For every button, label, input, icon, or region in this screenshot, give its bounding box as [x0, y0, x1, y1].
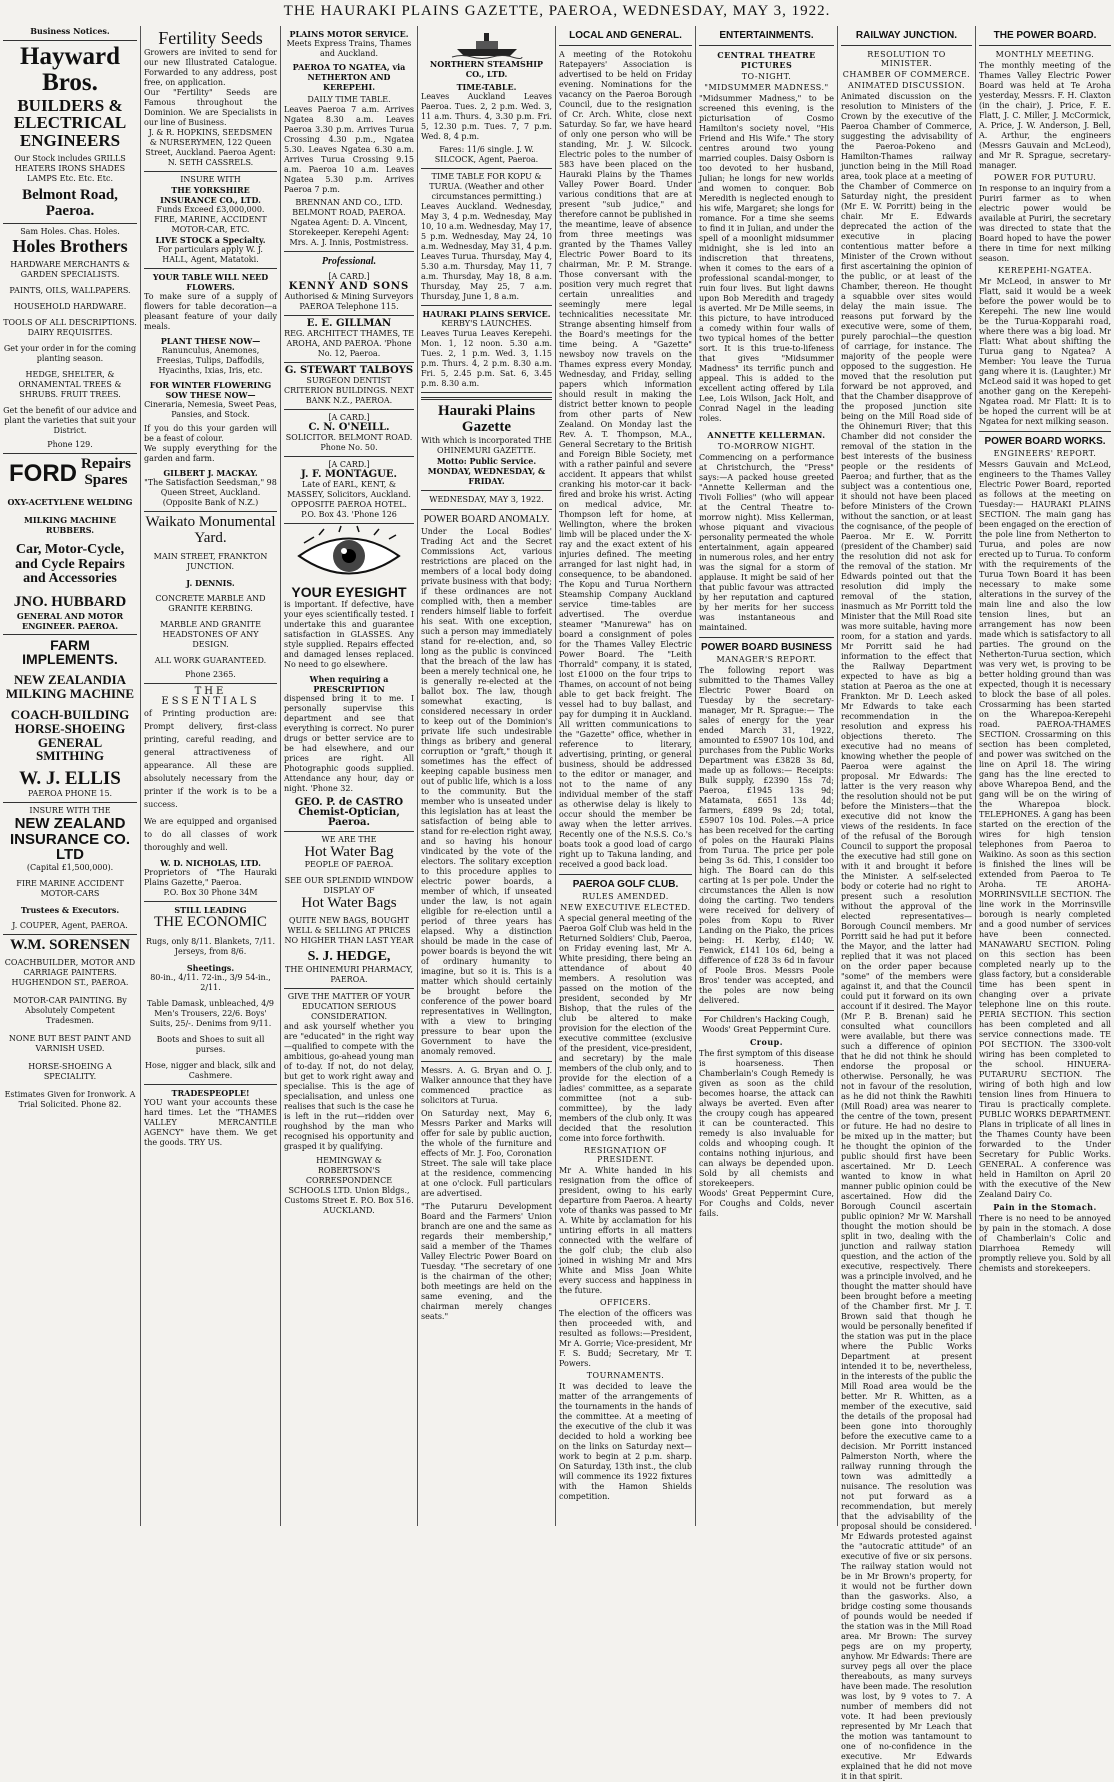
talboys-name: G. STEWART TALBOYS: [284, 365, 414, 376]
plains-motor-ad: [284, 26, 414, 252]
editorial-date: WEDNESDAY, MAY 3, 1922.: [429, 494, 544, 504]
mackay-name: GILBERT J. MACKAY.: [163, 467, 258, 478]
talboys-sub: SURGEON DENTIST CRITERION BUILDINGS. NEXT BANK N.Z., PAEROA.: [284, 376, 414, 405]
trustees: Trustees & Executors.: [20, 905, 120, 916]
resignation-body: Mr A. White handed in his resignation from the office of president, owing to his early departure from Paeroa. A hearty vote of thanks was passed to Mr A. White by acclamation for his untiring efforts in all matters connected with the welfare of the golf club; the club also joined in wishing Mr and Mrs White and Miss Joan White every success and happiness in the future.: [559, 1166, 692, 1295]
hedge-name: S. J. HEDGE,: [307, 949, 391, 965]
power-board-business-body: The following report was submitted to the Thames Valley Electric Power Board on Tuesday by the secretary-manager, Mr R. Sprague:— The sales of energy for the year ended March 31, 1922, amounted to £5907 10s 10d, and purchases from the Public Works Department was £3828 3s 8d, made up as follows:— Receipts: Bulk supply, £2390 15s 7d; Paeroa, £1945 13s 9d; Matamata, £651 13s 4d; farmers, £899 9s 2d; total, £5907 10s 10d. Poles.—A price has been received for the carting of poles on the Hauraki Plains from Turua. The price per pole being 3s 6d. This, I consider too high. The Board can do this carting at 1s per pole. Under the circumstances the Allen is now doing the carting. Two tenders were received for delivery of poles from Kopu to River Landing on the Piako, the prices being: H. Kerby, £140; W. Fenwick, £141 10s 6d, being a difference of £28 3s 6d in favour of Poole Bros. Messrs Poole Bros' tender was accepted, and the poles are now being delivered.: [699, 666, 835, 1005]
engineers-line: ENGINEERS: [19, 131, 121, 151]
kenny-card-label: [A CARD.]: [328, 272, 370, 281]
couper-agent: J. COUPER, Agent, PAEROA.: [12, 921, 128, 931]
montague-card: [284, 457, 414, 524]
milking-rubbers: MILKING MACHINE RUBBERS.: [24, 514, 116, 535]
still-leading: STILL LEADING: [174, 905, 247, 916]
ellis-sub: PAEROA PHONE 15.: [27, 788, 113, 798]
gillman-sub: REG. ARCHITECT THAMES, TE AROHA, AND PAEROA. 'Phone No. 12, Paeroa.: [284, 329, 414, 358]
steamship-tt-body: Leaves Auckland Leaves Paeroa. Tues. 2, 2 p.m. Wed. 3, 11 a.m. Thurs. 4, 3.30 p.m. Fri. 5, 12.30 p.m. Tues. 7, 7 p.m. Wed. 8, 4 p.m.: [421, 92, 552, 141]
eyesight-body: is important. If defective, have your eyes scientifically tested. I undertake this and guarantee satisfaction in GLASSES. Any style supplied. Repairs effected and damaged lenses replaced. No need to go elsewhere.: [284, 599, 414, 669]
estimates: Estimates Given for Ironwork. A Trial Solicited. Phone 82.: [4, 1089, 136, 1109]
business-notices-heading: Business Notices.: [3, 26, 137, 41]
prescription-heading: When requiring a PRESCRIPTION: [309, 673, 389, 694]
nz-fire: FIRE MARINE ACCIDENT MOTOR-CARS: [16, 879, 124, 899]
printing-essentials-ad: [144, 684, 277, 902]
economic-title: THE ECONOMIC: [154, 914, 267, 931]
local-general-heading: LOCAL AND GENERAL.: [569, 30, 682, 41]
hemingway-ad: [284, 989, 414, 1219]
work-guaranteed: ALL WORK GUARANTEED.: [154, 656, 267, 666]
boots-shoes: Boots and Shoes to suit all purses.: [156, 1035, 265, 1055]
launch-body: Leaves Turua Leaves Kerepehi. Mon. 1, 12 noon. 5.30 a.m. Tues. 2, 1 p.m. Wed. 3, 1.15 p.m. Thurs. 4, 2 p.m. 8.30 a.m. Fri. 5, 2.45 p.m. Sat. 6, 3.45 p.m. 8.30 a.m.: [421, 329, 552, 388]
gazette-incorp: With which is incorporated THE OHINEMURI GAZETTE.: [421, 435, 552, 455]
ellis-name: W. J. ELLIS: [19, 767, 121, 789]
puturu-body: In response to an inquiry from a Puriri farmer as to when electric power would be available at Puriri, the secretary was directed to state that the Board hoped to have the power there in time for next milking season.: [979, 184, 1111, 263]
steamship-fares: Fares: 11/6 single. J. W. SILCOCK, Agent, Paeroa.: [434, 145, 539, 164]
oneill-card: [284, 410, 414, 457]
plant-these-body: Ranunculus, Anemones, Freesias, Tulips, Daffodils, Hyacinths, Ixias, Iris, etc.: [156, 345, 265, 375]
nicholas-name: W. D. NICHOLAS, LTD.: [160, 858, 261, 869]
motor-service-title: PLAINS MOTOR SERVICE.: [289, 29, 409, 39]
hedge-pharmacy-ad: [284, 832, 414, 989]
column-3: [281, 26, 418, 1526]
hayward-stock: Our Stock includes GRILLS HEATERS IRONS SHADES LAMPS Etc. Etc. Etc.: [14, 154, 126, 184]
belmont-road: Belmont Road, Paeroa.: [22, 187, 118, 219]
nz-milking: NEW ZEALANDIA MILKING MACHINE: [5, 672, 135, 701]
plant-these: PLANT THESE NOW—: [160, 335, 261, 346]
yorkshire-apply: For particulars apply W. J. HALL, Agent, Matatoki.: [158, 244, 263, 264]
holes-hedge: HEDGE, SHELTER, & ORNAMENTAL TREES & SHRUBS. FRUIT TREES.: [18, 370, 122, 400]
hayward-bros-ad: [3, 41, 137, 224]
officers-body: The election of the officers was then proceeded with, and resulted as follows:—President, Mr A. Gorrie; Vice-president, Mr F. S. Budd; Secretary, Mr T. Powers.: [559, 1309, 692, 1368]
column-5: [556, 26, 696, 1526]
chamber-of-commerce: CHAMBER OF COMMERCE.: [842, 70, 971, 79]
hose: Hose, nigger and black, silk and Cashmere.: [145, 1061, 276, 1081]
croup-body: The first symptom of this disease is hoarseness. Then Chamberlain's Cough Remedy is given as soon as the child becomes hoarse, the attack can always be averted. Even after the croupy cough has appeared it can be counteracted. This remedy is also invaluable for colds and whooping cough. It contains nothing injurious, and can always be depended upon. Sold by all chemists and storekeepers.: [699, 1049, 834, 1188]
essentials-title: THE ESSENTIALS: [161, 686, 260, 708]
woods-cure: Woods' Great Peppermint Cure, For Coughs and Colds, never fails.: [699, 1189, 834, 1218]
railway-body: Animated discussion on the resolution to Ministers of the Crown by the executive of the Paeroa Chamber of Commerce, suggesting the advisability of the Paeroa-Pokeno and Hamilton-Thames railway junction being in the Mill Road area, took place at a meeting of the Chamber of Commerce on Saturday night, the president (Mr E. W. Porritt) being in the chair. Mr E. Edwards deprecated the action of the executive in placing contentious matter before a Minister of the Crown without first ascertaining the opinion of the public, or at least of the Chamber, thereon. He thought a squabble over sites would delay the main issue. The reasons put forward by the executive were, some of them, purely parochial—the question of carriage, for instance. The majority of the people were opposed to the suggestion. He moved that the resolution put forward be not approved, and that the Chamber disapprove of the proposed junction site being on the Mill Road side of the Ohinemuri River; that this Chamber did not consider the removal of the station in the best interests of the business people or the residents of Paeroa; and further, that as the subject was a contentious one, it should not have been placed before Ministers of the Crown without the sanction, or at least the cognisance, of the people of Paeroa. Mr E. W. Porritt (president of the Chamber) said the resolution did not ask for the removal of the station. Mr Edwards pointed out that the resolution did imply the removal of the station, inasmuch as Mr Porritt told the Minister that the Mill Road site was more suitable, having more room, for a station and yards. Mr Porritt said he had information to the effect that the Railway Department expected to have as big a station at Paeroa as the one at Frankton. Mr D. Leech asked Mr Edwards to take each recommendation in the resolution and express his objections thereto. The executive had no means of knowing whether the people of Paeroa were against the proposal. Mr Edwards: The latter is the very reason why the resolution should not be put before the Ministers—that the executive did not know the views of the residents. In face of the refusal of the Borough Council to support the proposal the executive had still gone on with it and brought it before the Minister. A self-selected body or coterie had no right to present such a resolution without the approval of the elected representatives—Borough Council members. Mr Porritt said he had put it before the Mayor, and the latter had replied that it was not placed on the order paper because "some" of the members were against it, and that the Council could put it forward on its own account if it desired. The Mayor (Mr P. B. Brenan) said he consulted what councillors were available, but there was such a difference of opinion that he did not think he should endorse the proposal or otherwise. Personally, he was not in favour of the resolution, as he did not think the Rawhiti (Mill Road) area was nearer to the centre of the town, present or future. He had no desire to be mixed up in the matter; but he thought the opinion of the public should first have been ascertained. Mr D. Leech wanted to know in what manner public opinion could be ascertained. How did the Borough Council ascertain public opinion? Mr W. Marshall thought the motion should be split in two, dealing with the junction and railway station question, and the action of the executive, respectively. There was a principle involved, and he thought the matter should have been brought before a meeting of the Chamber first. Mr J. T. Brown said that though he would be personally benefited if the station was put in the place where the Public Works Department at present intended it to be, nevertheless, in the interests of the public the Mill Road area would be the better. Mr R. Whitten, as a member of the executive, said the details of the proposal had been gone into thoroughly before the executive came to a decision. Mr Porritt instanced Palmerston North, where the railway running through the town was admittedly a nuisance. The resolution was not put forward as a recommendation, but merely that the advisability of the proposal should be considered. Mr Edwards protested against the "autocratic attitude" of an executive of five or six persons. The railway station would not be in Mr Brown's property, for it would not be further down than the gasworks. Also, a bridge costing some thousands of pounds would be needed if the station was in the Mill Road area. Mr Brown: The survey pegs are on my property, anyhow. Mr Edwards: There are survey pegs all over the place thereabouts, as many surveys have been made. The resolution was lost, by 9 votes to 7. A number of members did not vote. It had been previously represented by Mr Leach that the motion was tantamount to one of no-confidence in the executive. Mr Edwards explained that he did not move it in that spirit.: [841, 92, 972, 1781]
column-1: [0, 26, 141, 1526]
table-damask: Table Damask, unbleached, 4/9 Men's Trousers, 22/6. Boys' Suits, 25/-. Denims from 9/11.: [147, 999, 274, 1029]
prescription-body: dispensed bring it to me. I personally supervise this department and see that everything is correct. No purer drugs or better service are to be had elsewhere, and our prices are right. All Photographic goods supplied. Attendance any hour, day or night. 'Phone 32.: [284, 693, 414, 793]
ford-ad: [3, 454, 137, 634]
column-6: [696, 26, 838, 1526]
gazette-motto: Motto: Public Service.: [436, 455, 537, 466]
power-board-heading: THE POWER BOARD.: [993, 30, 1097, 41]
launch-ad: [421, 306, 552, 393]
monthly-meeting: MONTHLY MEETING.: [995, 50, 1095, 59]
ford-repairs: Repairs: [81, 456, 131, 473]
kerepehi-ngatea: KEREPEHI-NGATEA.: [998, 266, 1092, 275]
sheetings-heading: Sheetings.: [186, 963, 235, 974]
concrete-kerbing: CONCRETE MARBLE AND GRANITE KERBING.: [155, 594, 266, 614]
waikato-phone: Phone 2365.: [185, 670, 236, 680]
tomorrow-night: TO-MORROW NIGHT.: [717, 442, 816, 451]
ford-spares: Spares: [84, 472, 128, 489]
waikato-main: MAIN STREET, FRANKTON JUNCTION.: [153, 552, 268, 572]
engineers-report: ENGINEERS' REPORT.: [993, 449, 1097, 458]
golf-executive: NEW EXECUTIVE ELECTED.: [560, 903, 691, 912]
croup-heading: Croup.: [749, 1037, 784, 1047]
kenny-sub: Authorised & Mining Surveyors PAEROA Telephone 115.: [284, 292, 414, 311]
hot-water-bag: Hot Water Bag: [304, 843, 394, 860]
bryan-walker: Messrs. A. G. Bryan and O. J. Walker announce that they have commenced practice as solicitors at Turua.: [421, 1065, 552, 1105]
quite-new: QUITE NEW BAGS, BOUGHT WELL & SELLING AT PRICES NO HIGHER THAN LAST YEAR: [284, 916, 414, 946]
kenny-card: [284, 269, 414, 316]
power-for-puturu: POWER FOR PUTURU.: [993, 173, 1097, 182]
entertainments-heading: ENTERTAINMENTS.: [719, 30, 814, 41]
local-general-body: A meeting of the Rotokohu Ratepayers' Association is advertised to be held on Friday evening. Nominations for the vacancy on the Paeroa Borough Council, due to the resignation of Cr. Arch. White, close next Saturday. So far, we have heard of only one person who will be standing, Mr. J. W. Silcock. Electric poles to the number of 583 have been placed on the Hauraki Plains by the Thames Valley Power Board. Under various conditions that are at present "sub judice," and therefore cannot be published in the meantime, leave of absence from three meetings was granted by the Thames Valley Electric Power Board to its chairman, Mr. P. M. Strange. Those conversant with the position very much regret that certain unrealities and seemingly mere legal technicalities necessitate Mr. Strange absenting himself from the Board's meetings for the time being. A "Gazette" newsboy now travels on the Thames express every Monday, Wednesday, and Friday, selling papers which information should result in making the district better known to people from other parts of New Zealand. On Monday last the Rev. A. T. Thompson, M.A., General Secretary to the British and Foreign Bible Society, met with a rather painful and severe accident. It appears that whilst cranking his motor-car it back-fired and broke his wrist. Acting on medical advice, Mr. Thompson left for home, at Wellington, where the broken limb will be placed under the X-ray and the exact extent of his injuries defined. The meeting arranged for last night had, in consequence, to be abandoned. The Kopu and Turua Northern Steamship Company Auckland service time-tables are advertised. The overdue steamer "Manurewa" has on board a consignment of poles for the Thames Valley Electric Power Board. The "Leith Thorrald" company, it is stated, lost £1000 on the four trips to Thames, on account of not being able to get back freight. The vessel had to buy ballast, and pay for dumping it in Auckland. All written communications to the "Gazette" office, whether in reference to literary, advertising, printing, or general business, should be addressed to the editor or manager, and not to the name of any individual member of the staff as otherwise delay is likely to occur should the member be away when the letter arrives. Recently one of the N.S.S. Co.'s boats took a good load of cargo right up to Takuna landing, and received a good back load.: [559, 50, 692, 869]
waikato-monumental-ad: [144, 512, 277, 685]
essentials-equipped: We are equipped and organised to do all classes of work thoroughly and well.: [144, 817, 277, 853]
we-are-the: WE ARE THE: [321, 834, 377, 844]
talboys-card: [284, 363, 414, 410]
holes-names: Sam Holes. Chas. Holes.: [20, 226, 120, 236]
gazette-days: MONDAY, WEDNESDAY, & FRIDAY.: [427, 465, 546, 486]
column-8: [976, 26, 1114, 1526]
steamship-icon: [452, 29, 522, 59]
professional-heading: Professional.: [321, 256, 377, 267]
gillman-name: E. E. GILLMAN: [306, 318, 392, 329]
eye-icon: [294, 529, 404, 583]
daily-body: Leaves Paeroa 7 a.m. Arrives Ngatea 8.30 a.m. Leaves Paeroa 3.30 p.m. Arrives Turua Crossing 4.30 p.m., Ngatea 5.30. Leaves Ngatea 6.30 a.m. Arrives Turua Crossing 9.15 a.m. Paeroa 10 a.m. Leaves Ngatea 5.30 p.m. Arrives Paeroa 7 p.m.: [284, 105, 414, 194]
holes-hardware: HARDWARE MERCHANTS & GARDEN SPECIALISTS.: [10, 260, 130, 280]
people-of-paeroa: PEOPLE OF PAEROA.: [304, 860, 394, 870]
tonight: TO-NIGHT.: [741, 72, 792, 81]
electrical-line: ELECTRICAL: [13, 113, 127, 133]
brennan: BRENNAN AND CO., LTD. BELMONT ROAD, PAEROA. Ngatea Agent: D. A. Vincent, Storekeeper. Kerepehi Agent: Mrs. A. J. Innis, Postmistress.: [288, 198, 410, 247]
paeroa-ngatea: PAEROA TO NGATEA, via NETHERTON AND KEREPEHI.: [292, 62, 406, 92]
golf-subheading: RULES AMENDED.: [582, 892, 669, 901]
putaruru-board: "The Putaruru Development Board and the Farmers' Union branch are one and the same as regards their membership," said a member of the Thames Valley Electric Power Board on Tuesday. "The secretary of one is the chairman of the other; both meetings are held on the same evening, and the chairman merely changes seats.": [421, 1201, 552, 1321]
motor-service-sub: Meets Express Trains, Thames and Auckland.: [286, 39, 412, 58]
mercantile-agency-ad: [144, 1085, 277, 1151]
sorensen-name: W.M. SORENSEN: [10, 937, 130, 954]
tradespeople: TRADESPEOPLE!: [171, 1088, 250, 1099]
launch-sub: KERBY'S LAUNCHES.: [441, 319, 532, 328]
fertility-growers: Growers are invited to send for our new Illustrated Catalogue. Forwarded to any address, post free, on application.: [144, 47, 277, 87]
power-board-body: The monthly meeting of the Thames Valley Electric Power Board was held at Te Aroha yesterday, Messrs. F. H. Claxton (in the chair), J. Price, F. E. Flatt, J. C. Miller, J. McCormick, A. Price, J. W. Anderson, J. Bell, A. Arthur, the engineers (Messrs Gauvain and McLeod), and Mr R. Sprague, secretary-manager.: [979, 61, 1111, 170]
feast-colour: If you do this your garden will be a feast of colour.: [144, 423, 277, 443]
oneill-name: C. N. O'NEILL.: [308, 422, 390, 433]
midsummer-title: "MIDSUMMER MADNESS.": [704, 83, 829, 92]
central-theatre: CENTRAL THEATRE PICTURES: [717, 50, 816, 70]
column-4: [418, 26, 556, 1526]
holes-order: Get your order in for the coming planting season.: [3, 344, 137, 364]
yorkshire-ad: [144, 172, 277, 269]
power-board-works-body: Messrs Gauvain and McLeod, engineers to the Thames Valley Electric Power Board, reported as follows at the meeting on Tuesday:— HAURAKI PLAINS SECTION. The main gang has been engaged on the erection of the pole line from Netherton to Turua, and poles are now erected up to Turua. To conform with the requirements of the Turua Town Board it has been necessary to make some alterations in the survey of the main line and also the low tension lines, but an arrangement has now been made which is satisfactory to all parties. The ground on the Netherton-Turua section, which was very wet, is proving to be better holding ground than was expected, though it is necessary to block the base of all poles. Crossarming has been started on the Wharepoa-Kerepehi road. PAEROA-THAMES SECTION. Crossarming on this section has been completed, and power was switched on the line on April 18. The wiring gang has the line erected to above Wharepoa Bend, and the gang will be on the wiring of the Wharepoa block. TELEPHONES. A gang has been started on the erection of the wires for high tension telephones from Paeroa to Waikino. As soon as this section is finished the lines will be extended from Paeroa to Te Aroha. TE AROHA-MORRINSVILLE SECTION. The line work in the Morrinsville borough is nearly completed and a good number of services have been connected. MANAWARU SECTION. Poling on this section has been completed nearly up to the glass factory, but a considerable time has been spent in changing over a private telephone line on this route. PERIA SECTION. This section has been completed and all service connections made. TE POI SECTION. The 3300-volt wiring has been completed to the school. HINUERA-PUTARURU SECTION. The wiring of both high and low tension lines from Hinuera to Tirau is practically complete. PUBLIC WORKS DEPARTMENT. Plans in triplicate of all lines in the Thames County have been forwarded to the Under Secretary for Public Works. GENERAL. A conference was held in Hamilton on April 20 with the executive of the New Zealand Dairy Co.: [979, 460, 1111, 1199]
kopu-title: TIME TABLE FOR KOPU & TURUA. (Weather and other circumstances permitting.): [429, 172, 544, 201]
column-2: [141, 26, 281, 1526]
table-flowers: YOUR TABLE WILL NEED FLOWERS.: [152, 271, 269, 292]
farm-heading: FARM IMPLEMENTS.: [22, 636, 118, 668]
motorcar-painting: MOTOR-CAR PAINTING. By Absolutely Competent Tradesmen.: [13, 995, 127, 1025]
hubbard-sub: GENERAL AND MOTOR ENGINEER. PAEROA.: [16, 610, 124, 631]
car-repairs: Car, Motor-Cycle, and Cycle Repairs and Accessories: [15, 541, 125, 587]
oneill-sub: SOLICITOR. BELMONT ROAD. Phone No. 50.: [285, 433, 413, 452]
winter-flowering: FOR WINTER FLOWERING SOW THESE NOW—: [149, 379, 272, 400]
annette-body: Commencing on a performance at Christchurch, the "Press" says:—A packed house greeted "Annette Kellerman and the Tivoli Follies" (who will appear at the Central Theatre to-morrow night). Miss Kellerman, whose piquant and vivacious personality permeated the whole entertainment, again appeared in numerous roles, and her entry was the signal for a storm of applause. It might be said of her that public favour was attracted by her reputation and captured by her merits for her success was instantaneous and maintained.: [699, 453, 834, 632]
kerepehi-body: Mr McLeod, in answer to Mr Flatt, said it would be a week before the power would be to Kerepehi. The new line would be the Turua-Kopparahi road, where there was a big load. Mr Flatt: What about shifting the Turua gang to Ngatea? A Member: You leave the Turua gang where it is. (Laughter.) Mr McLeod said it was hoped to get another gang on the Kerepehi-Ngatea road. Mr Flatt: It is to be hoped the current will be at Ngatea for next milking season.: [979, 277, 1112, 426]
holes-tools: TOOLS OF ALL DESCRIPTIONS. DAIRY REQUISITES.: [3, 318, 137, 338]
nicholas-box: P.O. Box 30 Phone 34M: [163, 888, 258, 898]
railway-junction-heading: RAILWAY JUNCTION.: [855, 30, 958, 41]
steamship-ad: [421, 26, 552, 169]
castro-ad: [284, 524, 414, 832]
hedge-sub: THE OHINEMURI PHARMACY, PAEROA.: [285, 964, 413, 984]
sorensen-sub: COACHBUILDER, MOTOR AND CARRIAGE PAINTERS. HUGHENDON ST., PAEROA.: [4, 957, 136, 987]
coach-building: COACH-BUILDING HORSE-SHOEING GENERAL SMITHING: [10, 707, 130, 764]
best-paint: NONE BUT BEST PAINT AND VARNISH USED.: [8, 1033, 132, 1053]
waikato-title: Waikato Monumental Yard.: [145, 513, 276, 546]
oxy-welding: OXY-ACETYLENE WELDING: [7, 496, 133, 507]
yorkshire-name: THE YORKSHIRE INSURANCE CO., LTD.: [160, 184, 261, 205]
tradespeople-body: YOU want your accounts these hard times. Let the "THAMES VALLEY MERCANTILE AGENCY" have them. We get the goods. TRY US.: [144, 1098, 277, 1148]
kopu-turua-ad: [421, 169, 552, 306]
nz-insurance-ad: [3, 803, 137, 935]
hot-water-bags: Hot Water Bags: [301, 895, 397, 912]
hemingway-address: HEMINGWAY & ROBERTSON'S CORRESPONDENCE SCHOOLS LTD. Union Bldgs., Customs Street E. P.O. Box 516. AUCKLAND.: [284, 1155, 414, 1215]
hayward-title: Hayward Bros.: [20, 43, 120, 97]
golf-heading: PAEROA GOLF CLUB.: [572, 879, 679, 890]
pain-stomach-body: There is no need to be annoyed by pain in the stomach. A dose of Chamberlain's Colic and Diarrhoea Remedy will promptly relieve you. Sold by all chemists and storekeepers.: [979, 1214, 1111, 1273]
managers-report: MANAGER'S REPORT.: [716, 655, 817, 664]
steamship-timetable: TIME-TABLE.: [456, 82, 517, 92]
anomaly-heading: POWER BOARD ANOMALY.: [423, 513, 550, 525]
golf-body: A special general meeting of the Paeroa Golf Club was held in the Returned Soldiers' Club, Paeroa, on Friday evening last, Mr A. White presiding, there being an attendance of about 40 members. A resolution was passed on the motion of the president, seconded by Mr Bishop, that the rules of the club be altered to make provision for the election of the executive committee (exclusive of the president, vice-president, and secretary) by the male members of the club only, and to provide for the election of a ladies' committee, as a separate committee (not a sub-committee), by the lady members of the club only. It was decided that the resolution come into force forthwith.: [559, 914, 692, 1143]
masthead: THE HAURAKI PLAINS GAZETTE, PAEROA, WEDNESDAY, MAY 3, 1922.: [283, 3, 831, 19]
steamship-name: NORTHERN STEAMSHIP CO., LTD.: [429, 59, 544, 79]
holes-brothers-ad: [3, 224, 137, 455]
yorkshire-fire: FIRE, MARINE, ACCIDENT MOTOR-CAR, ETC.: [154, 214, 267, 234]
builders-line: BUILDERS &: [17, 95, 123, 115]
yorkshire-live: LIVE STOCK a Specialty.: [155, 234, 266, 245]
insure-with: INSURE WITH THE: [29, 805, 111, 815]
economic-ad: [144, 902, 277, 1085]
fertility-our: Our "Fertility" Seeds are Famous throughout the Dominion. We are Specialists in our line of Business.: [144, 87, 277, 127]
education-body: and ask yourself whether you are "educated" in the right way—qualified to compete with the ambitious, go-ahead young man of to-day. If not, do not delay, but get to work right away and specialise. This is the age of specialisation, and unless one realises that such is the case he is left in the rut—ridden over roughshod by the man who recognised his opportunity and grasped it by qualifying.: [284, 1021, 414, 1151]
fertility-seeds-ad: [144, 26, 277, 172]
resolution-to-minister: RESOLUTION TO MINISTER.: [867, 50, 946, 68]
animated-discussion: ANIMATED DISCUSSION.: [847, 81, 966, 90]
horseshoeing: HORSE-SHOEING A SPECIALITY.: [28, 1061, 112, 1081]
essentials-body: of Printing production are: Prompt delivery, first-class printing, careful reading, and general attractiveness of appearance. All these are absolutely necessary from the printer if the work is to be a success.: [144, 709, 277, 810]
holes-paints: PAINTS, OILS, WALLPAPERS.: [9, 286, 131, 296]
nz-insurance-name: NEW ZEALAND INSURANCE CO. LTD: [9, 814, 130, 864]
economic-rugs: Rugs, only 8/11. Blankets, 7/11. Jerseys, from 8/6.: [146, 937, 275, 957]
power-board-business-heading: POWER BOARD BUSINESS: [700, 642, 833, 653]
kopu-body: Leaves Auckland. Wednesday, May 3, 4 p.m. Wednesday, May 10, 10 a.m. Wednesday, May 17, 5 p.m. Wednesday, May 24, 10 a.m. Wednesday, May 31, 4 p.m. Leaves Turua. Thursday, May 4, 5.30 a.m. Thursday, May 11, 7 a.m. Thursday, May 18, 8 a.m. Thursday, May 25, 7 a.m. Thursday, June 1, 8 a.m.: [421, 202, 552, 301]
fertility-title: Fertility Seeds: [158, 28, 263, 48]
gillman-card: [284, 316, 414, 363]
oneill-card-label: [A CARD.]: [328, 413, 370, 422]
gazette-title: Hauraki Plains Gazette: [437, 403, 536, 435]
tournaments-heading: TOURNAMENTS.: [586, 1371, 665, 1380]
ford-logo: FORD: [9, 459, 77, 487]
yorkshire-funds: Funds Exceed £3,000,000.: [156, 204, 265, 214]
holes-benefit: Get the benefit of our advice and plant the varieties that suit your District.: [3, 406, 137, 436]
resignation-heading: RESIGNATION OF PRESIDENT.: [584, 1146, 667, 1164]
pain-stomach-heading: Pain in the Stomach.: [993, 1202, 1097, 1212]
montague-card-label: [A CARD.]: [328, 460, 370, 469]
window-display: SEE OUR SPLENDID WINDOW DISPLAY OF: [284, 876, 414, 896]
childrens-cough: For Children's Hacking Cough, Woods' Great Peppermint Cure.: [702, 1015, 831, 1034]
power-board-works-heading: POWER BOARD WORKS.: [984, 436, 1106, 447]
marble-headstones: MARBLE AND GRANITE HEADSTONES OF ANY DESIGN.: [160, 620, 261, 650]
editorial-rule: [421, 397, 552, 400]
nicholas-prop: Proprietors of "The Hauraki Plains Gazette," Paeroa.: [144, 868, 277, 888]
mackay-ad: [144, 269, 277, 512]
mackay-sub: "The Satisfaction Seedsman," 98 Queen Street, Auckland. (Opposite Bank of N.Z.): [144, 477, 277, 507]
education-heading: GIVE THE MATTER OF YOUR EDUCATION SERIOUS CONSIDERATION.: [287, 991, 411, 1021]
tournaments-body: It was decided to leave the matter of the arrangements of the tournaments in the hands of the committee. At a meeting of the executive of the club it was decided to hold a working bee on the links on Saturday next—work to begin at 2 p.m. sharp. On Saturday, 13th inst., the club will commence its 1922 fixtures with the Hamon Shields competition.: [559, 1382, 692, 1501]
daily-timetable: DAILY TIME TABLE.: [307, 95, 391, 104]
dennis-name: J. DENNIS.: [186, 578, 235, 589]
holes-household: HOUSEHOLD HARDWARE.: [13, 302, 127, 312]
sheetings-body: 80-in., 4/11. 72-in., 3/9 54-in., 2/11.: [150, 973, 271, 993]
auction-notice: On Saturday next, May 6, Messrs Parker and Marks will offer for sale by public auction, the whole of the furniture and effects of Mr. J. Foo, Coronation Street. The sale will take place at the residence, commencing at one o'clock. Full particulars are advertised.: [421, 1108, 552, 1198]
kenny-name: KENNY AND SONS: [288, 281, 410, 292]
castro-name: GEO. P. de CASTRO Chemist-Optician, Paeroa.: [294, 796, 404, 828]
officers-heading: OFFICERS.: [599, 1298, 652, 1307]
holes-phone: Phone 129.: [47, 440, 93, 450]
montague-sub: Late of EARL, KENT, & MASSEY, Solicitors, Auckland. OPPOSITE PAEROA HOTEL. P.O. Box 43. 'Phone 126: [287, 480, 411, 519]
table-flowers-body: To make sure of a supply of flowers for table decoration—a pleasant feature of your daily meals.: [144, 291, 277, 331]
hopkins-address: J. & R. HOPKINS, SEEDSMEN & NURSERYMEN, 122 Queen Street, Auckland. Paeroa Agent: N. SETH CASSRELS.: [145, 127, 276, 167]
winter-body: Cineraria, Nemesia, Sweet Peas, Pansies, and Stock.: [144, 399, 277, 419]
nz-capital: (Capital £1,500,000).: [26, 863, 114, 873]
yorkshire-insure: INSURE WITH: [180, 174, 241, 184]
launch-title: HAURAKI PLAINS SERVICE.: [422, 309, 551, 319]
we-supply: We supply everything for the garden and farm.: [144, 443, 277, 463]
column-7: [838, 26, 976, 1781]
anomaly-body: Under the Local Bodies' Trading Act and the Secret Commissions Act, various restrictions are placed on the members of a local body doing private business with that body; if these ordinances are not complied with, then a member renders himself liable to forfeit his seat. With one exception, such a person may immediately stand for re-election, and, so long as the public is convinced that the breach of the law has been a merely technical one, he is generally re-elected at the ballot box. The law, though somewhat exacting, is considered necessary in order to keep out of the Dominion's private life such undesirable things as bribery and general corruption or "graft," though it sometimes has the effect of keeping capable business men out of public life, which is a loss to the community. But the member who is unseated under this legislation has at least the satisfaction of being able to stand for re-election right away, and so having his honour vindicated by the vote of the electors. The solitary exception to this procedure applies to electric power boards, a member of which, if unseated under the law, is not again eligible for re-election until a period of three years has elapsed. Why a distinction should be made in the case of power boards is beyond the wit of ordinary humanity to imagine, but so it is. This is a matter which should certainly be brought before the conference of the power board representatives in Wellington, with a view to bringing pressure to bear upon the Government to have the anomaly removed.: [421, 526, 552, 1056]
hubbard-name: JNO. HUBBARD: [13, 593, 127, 610]
holes-title: Holes Brothers: [12, 235, 128, 256]
eyesight-title: YOUR EYESIGHT: [291, 584, 407, 600]
midsummer-body: "Midsummer Madness," to be screened this evening, is the picturisation of Cosmo Hamilton's society novel, "His Friend and His Wife." The story centres around two young married couples. Daisy Osborn is too devoted to her husband, Julian; he longs for new worlds and women to conquer. Bob Meredith is neglected enough to his wife, Margaret; she longs for romance. For a time she seems to find it in Julian, and under the spell of a moonlight midsummer midnight, she is led into an indiscretion that threatens, when it comes to the ears of a professional scandal-monger, to ruin four lives. But light dawns upon Bob Meredith and tragedy is averted. Mr De Mille seems, in this picture, to have introduced a comedy within four walls of two typical homes of the better sort. It is this true-to-lifeness that gives "Midsummer Madness" its terrific punch and appeal. This is added to the excellent acting offered by Lila Lee, Lois Wilson, Jack Holt, and Conrad Nagel in the leading roles.: [699, 94, 834, 423]
sorensen-ad: [3, 935, 137, 1113]
annette-heading: ANNETTE KELLERMAN.: [707, 430, 826, 440]
farm-implements-ad: [3, 635, 137, 803]
montague-name: J. F. MONTAGUE.: [301, 469, 397, 480]
